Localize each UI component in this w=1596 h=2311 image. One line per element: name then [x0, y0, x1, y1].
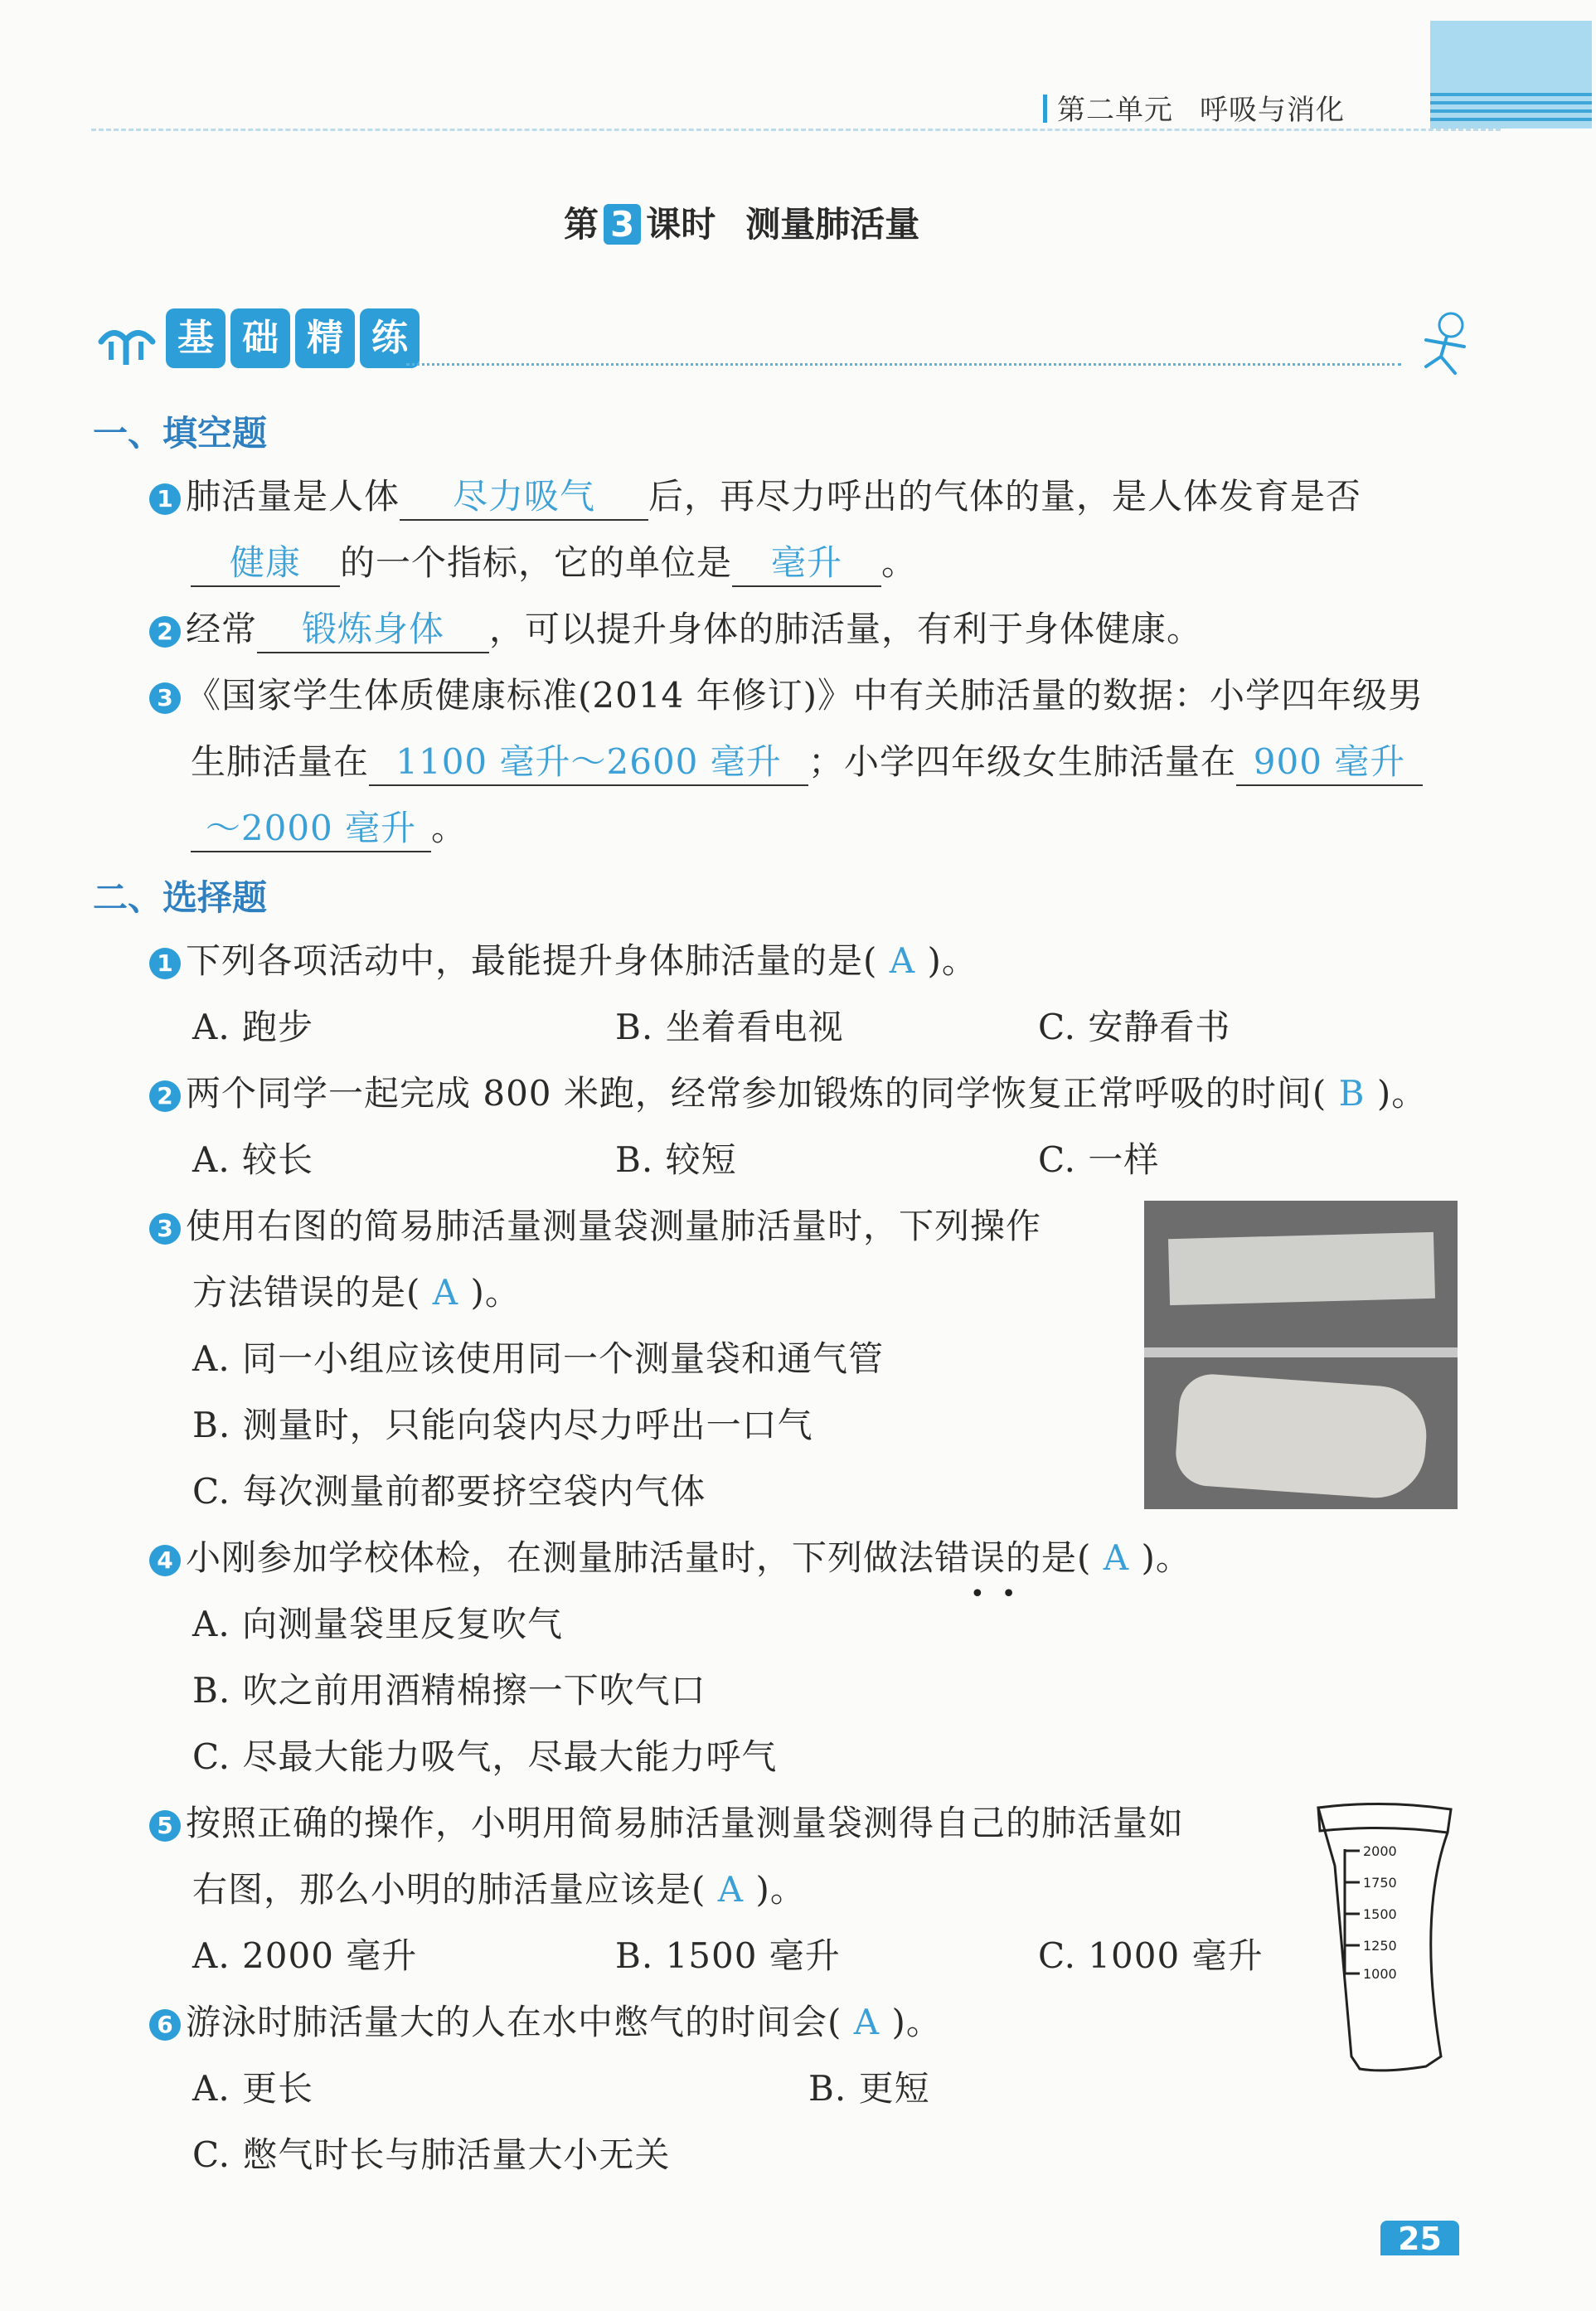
- bag-illustration: [1302, 1799, 1467, 2081]
- question-number-badge: 6: [149, 2009, 181, 2041]
- q-text: )。: [891, 2002, 942, 2042]
- answer-blank: 锻炼身体: [257, 602, 489, 653]
- answer: A: [1103, 1537, 1130, 1578]
- option-a: A. 跑步: [192, 1007, 314, 1047]
- option-b: B. 1500 毫升: [615, 1935, 841, 1976]
- q-text: 下列各项活动中，最能提升身体肺活量的是(: [186, 940, 878, 981]
- section-heading-choice: 二、选择题: [93, 877, 268, 918]
- option-a: A. 较长: [192, 1139, 314, 1180]
- q-text: 方法错误的是(: [192, 1272, 421, 1313]
- sprout-icon: [93, 317, 159, 367]
- fill-q3-line2: [191, 735, 1423, 786]
- option-a: A. 更长: [192, 2068, 314, 2109]
- answer-blank: 900 毫升: [1236, 735, 1423, 786]
- choice-q6-stem: [149, 1995, 942, 2045]
- q-text: 的一个指标，它的单位是: [340, 542, 733, 583]
- photo-shelf: [1144, 1347, 1458, 1357]
- choice-q5-stem-line2: [192, 1862, 806, 1912]
- choice-q1-stem: [149, 934, 977, 983]
- question-number-badge: 2: [149, 1080, 181, 1112]
- q-text: 按照正确的操作，小明用简易肺活量测量袋测得自己的肺活量如: [186, 1803, 1185, 1843]
- bag-tick-label: 2000: [1363, 1843, 1397, 1859]
- q-text: 《国家学生体质健康标准(2014 年修订)》中有关肺活量的数据：小学四年级男: [186, 675, 1424, 716]
- option-b: B. 测量时，只能向袋内尽力呼出一口气: [192, 1405, 813, 1445]
- answer: A: [432, 1272, 459, 1313]
- photo-scale-strip: [1168, 1232, 1435, 1305]
- q-text: 生肺活量在: [191, 741, 370, 782]
- q-text: ，可以提升身体的肺活量，有利于身体健康。: [489, 609, 1203, 649]
- question-number-badge: 2: [149, 616, 181, 648]
- choice-q2-stem: [149, 1066, 1427, 1116]
- answer-blank: 1100 毫升～2600 毫升: [369, 735, 808, 786]
- option-b: B. 更短: [808, 2068, 930, 2109]
- banner-char-3: 精: [295, 308, 355, 368]
- option-a: A. 2000 毫升: [192, 1935, 418, 1976]
- q-text: 经常: [186, 609, 258, 649]
- option-c: C. 每次测量前都要挤空袋内气体: [192, 1471, 706, 1512]
- choice-q4-stem: [149, 1531, 1191, 1580]
- q-text: 游泳时肺活量大的人在水中憋气的时间会(: [186, 2002, 842, 2042]
- option-b: B. 吹之前用酒精棉擦一下吹气口: [192, 1670, 706, 1711]
- q-text: )。: [470, 1272, 521, 1313]
- answer-blank: 尽力吸气: [400, 469, 648, 521]
- answer: B: [1338, 1073, 1366, 1114]
- q-text: 使用右图的简易肺活量测量袋测量肺活量时，下列操作: [186, 1206, 1042, 1246]
- q-text: 肺活量是人体: [186, 476, 400, 517]
- fill-q1-line2: [191, 536, 917, 587]
- lesson-suffix: 课时: [646, 204, 716, 245]
- bag-tick-label: 1750: [1363, 1875, 1397, 1891]
- fill-q2: [149, 602, 1202, 653]
- q-text: 后，再尽力呼出的气体的量，是人体发育是否: [648, 476, 1362, 517]
- option-b: B. 坐着看电视: [615, 1007, 844, 1047]
- answer: A: [889, 940, 916, 981]
- answer-blank: 毫升: [732, 536, 881, 587]
- q-text: 。: [881, 542, 918, 583]
- option-c: C. 憋气时长与肺活量大小无关: [192, 2134, 671, 2175]
- question-number-badge: 3: [149, 1213, 181, 1245]
- question-number-badge: 4: [149, 1545, 181, 1576]
- header-unit-label: [1043, 87, 1345, 128]
- option-c: C. 1000 毫升: [1038, 1935, 1264, 1976]
- emphasis-dots: ••: [970, 1580, 1033, 1609]
- lesson-name: 测量肺活量: [745, 204, 920, 245]
- header-stripes: [1430, 93, 1592, 126]
- option-c: C. 尽最大能力吸气，尽最大能力呼气: [192, 1736, 778, 1777]
- header-unit: 第二单元: [1057, 94, 1173, 127]
- bag-tick-label: 1250: [1363, 1938, 1397, 1954]
- banner-char-1: 基: [166, 308, 226, 368]
- answer: A: [853, 2002, 880, 2042]
- q-text: 小刚参加学校体检，在测量肺活量时，下列做法错误的是(: [186, 1537, 1092, 1578]
- option-c: C. 安静看书: [1038, 1007, 1231, 1047]
- q-text: 两个同学一起完成 800 米跑，经常参加锻炼的同学恢复正常呼吸的时间(: [186, 1073, 1327, 1114]
- bag-tick-label: 1500: [1363, 1906, 1397, 1922]
- option-a: A. 向测量袋里反复吹气: [192, 1604, 564, 1644]
- q-text: ；小学四年级女生肺活量在: [808, 741, 1237, 782]
- lesson-prefix: 第: [564, 204, 599, 245]
- choice-q3-stem-line1: [149, 1199, 1041, 1249]
- banner-divider: [406, 363, 1401, 366]
- header-bar-icon: [1043, 95, 1047, 123]
- running-kid-icon: [1409, 307, 1476, 381]
- header-topic: 呼吸与消化: [1200, 94, 1345, 127]
- answer-blank: ～2000 毫升: [191, 801, 431, 852]
- question-number-badge: 3: [149, 682, 181, 714]
- fill-q1-line1: [149, 469, 1361, 521]
- option-b: B. 较短: [615, 1139, 737, 1180]
- page-number: 25: [1380, 2221, 1459, 2255]
- option-c: C. 一样: [1038, 1139, 1160, 1180]
- photo-bag: [1174, 1372, 1430, 1502]
- question-number-badge: 5: [149, 1810, 181, 1842]
- option-a: A. 同一小组应该使用同一个测量袋和通气管: [192, 1338, 885, 1379]
- section-heading-fill: 一、填空题: [93, 413, 268, 454]
- banner-char-4: 练: [360, 308, 420, 368]
- question-number-badge: 1: [149, 948, 181, 979]
- lesson-title: [564, 197, 919, 247]
- header-divider: [91, 129, 1501, 131]
- choice-q3-stem-line2: [192, 1265, 521, 1315]
- question-number-badge: 1: [149, 483, 181, 515]
- answer-blank: 健康: [191, 536, 340, 587]
- bag-tick-label: 1000: [1363, 1966, 1397, 1982]
- lesson-number-badge: 3: [604, 204, 641, 245]
- q-text: )。: [927, 940, 977, 981]
- q-text: 右图，那么小明的肺活量应该是(: [192, 1869, 706, 1910]
- fill-q3-line1: [149, 668, 1424, 718]
- q-text: )。: [755, 1869, 806, 1910]
- q-text: )。: [1376, 1073, 1428, 1114]
- answer: A: [717, 1869, 745, 1910]
- choice-q5-stem-line1: [149, 1796, 1184, 1846]
- q-text: 。: [431, 808, 468, 848]
- fill-q3-line3: [191, 801, 467, 852]
- q-text: )。: [1141, 1537, 1191, 1578]
- banner-char-2: 础: [230, 308, 290, 368]
